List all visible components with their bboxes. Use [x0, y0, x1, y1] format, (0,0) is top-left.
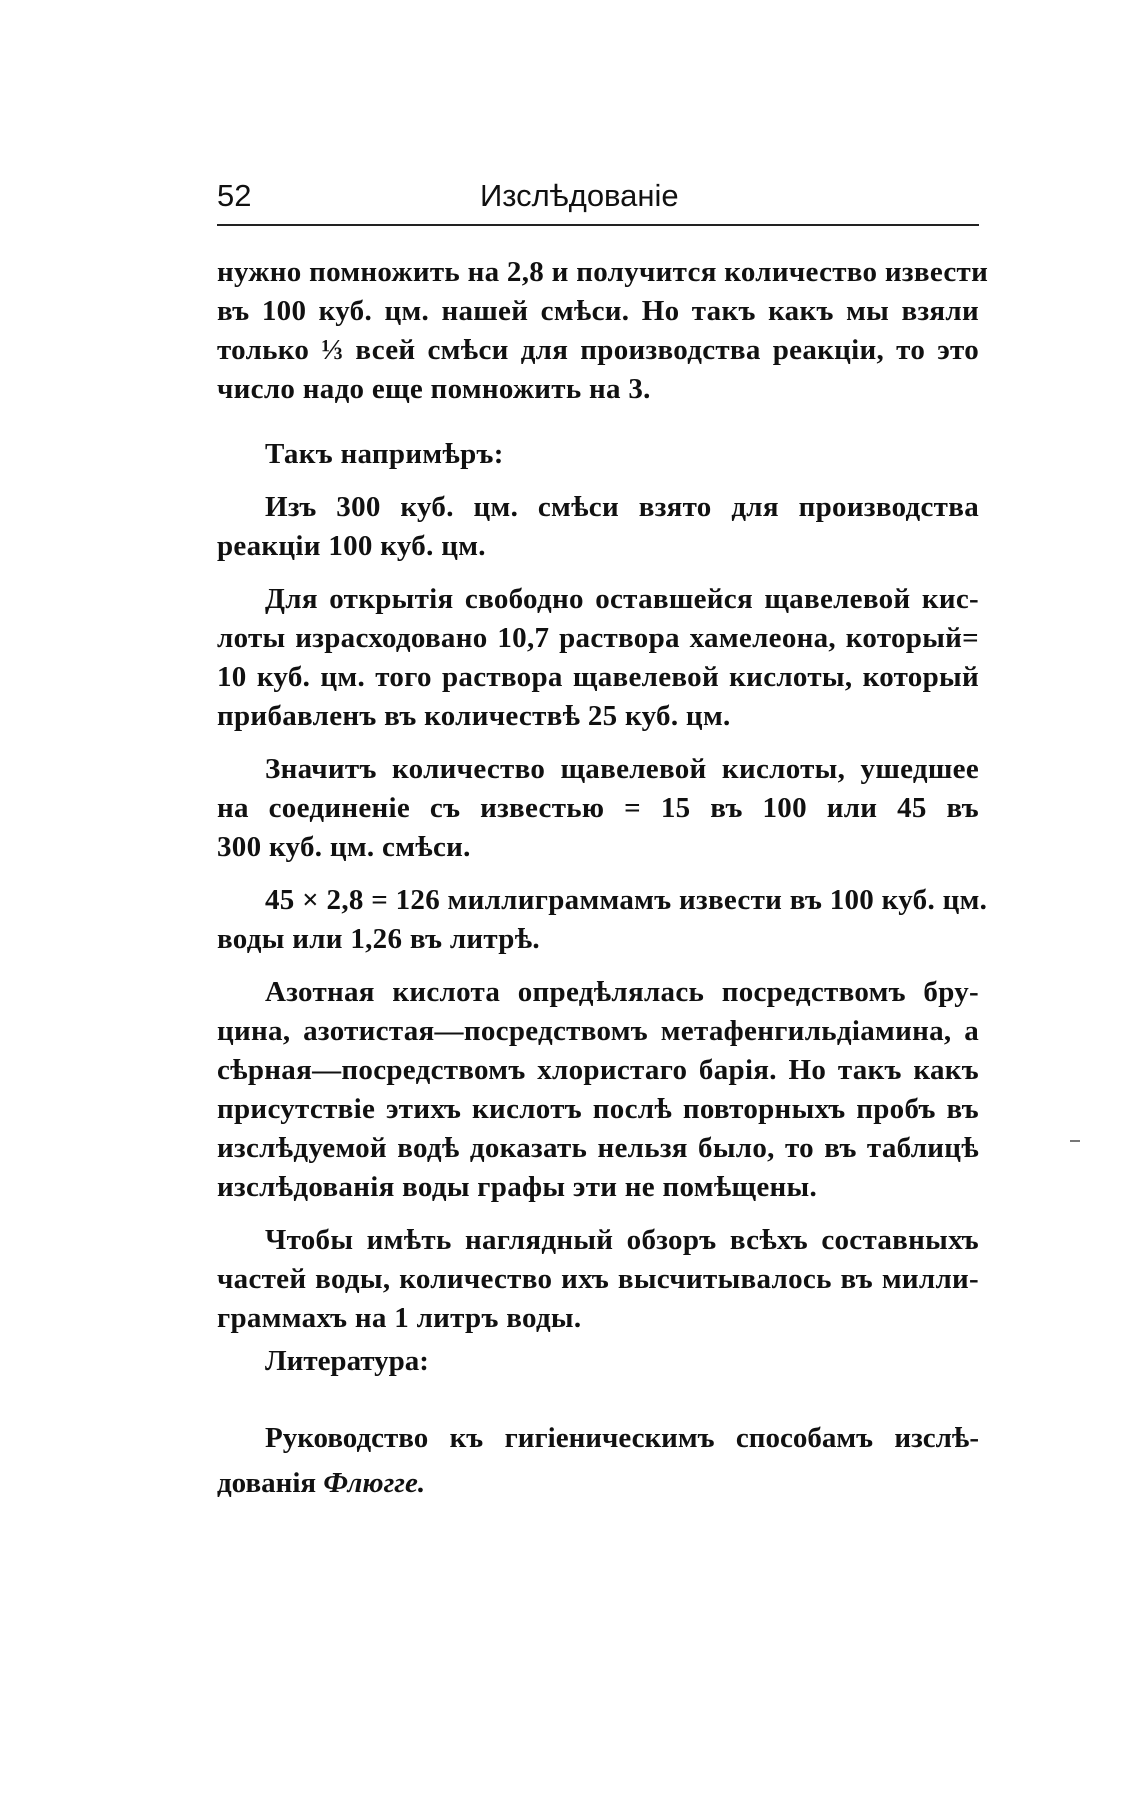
text-line: 10 куб. цм. того раствора щавелевой кислоты, который	[217, 661, 979, 693]
literature-line	[217, 1461, 979, 1506]
text-line: воды или 1,26 въ литрѣ.	[217, 923, 540, 955]
text-line: частей воды, количество ихъ высчитывалось въ милли-	[217, 1263, 979, 1295]
running-title: Изслѣдованіе	[480, 178, 679, 213]
text-line: число надо еще помножить на 3.	[217, 373, 651, 405]
paragraph-8	[217, 1221, 979, 1338]
literature-entry	[217, 1416, 979, 1506]
text-line: въ 100 куб. цм. нашей смѣси. Но такъ какъ мы взяли	[217, 295, 979, 327]
text-line: цина, азотистая—посредствомъ метафенгильдіамина, а	[217, 1015, 979, 1047]
text-line: Такъ напримѣръ:	[265, 438, 504, 470]
paragraph-2	[217, 435, 979, 474]
literature-heading: Литература:	[265, 1345, 429, 1377]
text-line: сѣрная—посредствомъ хлористаго барія. Но такъ какъ	[217, 1054, 979, 1086]
text-line: 300 куб. цм. смѣси.	[217, 831, 471, 863]
paragraph-4	[217, 580, 979, 736]
text-line: Значитъ количество щавелевой кислоты, ушедшее	[265, 753, 979, 785]
literature-author: Флюгге.	[323, 1467, 426, 1499]
text-line: 45 × 2,8 = 126 миллиграммамъ извести въ 100 куб. цм.	[265, 884, 988, 916]
paragraph-7	[217, 973, 979, 1207]
text-line: Изъ 300 куб. цм. смѣси взято для производства	[265, 491, 979, 523]
literature-line: Руководство къ гигіеническимъ способамъ изслѣ-	[265, 1422, 979, 1454]
text-line: присутствіе этихъ кислотъ послѣ повторныхъ пробъ въ	[217, 1093, 979, 1125]
paragraph-1	[217, 253, 989, 409]
page-number: 52	[217, 178, 252, 213]
text-line: прибавленъ въ количествѣ 25 куб. цм.	[217, 700, 731, 732]
text-line: Для открытія свободно оставшейся щавелевой кис-	[265, 583, 979, 615]
literature-line-prefix: дованія	[217, 1467, 324, 1499]
paragraph-3	[217, 488, 979, 566]
text-line: реакціи 100 куб. цм.	[217, 530, 486, 562]
text-line: изслѣдуемой водѣ доказать нельзя было, то въ таблицѣ	[217, 1132, 979, 1164]
text-line: только ⅓ всей смѣси для производства реакціи, то это	[217, 334, 979, 366]
text-line: на соединеніе съ известью = 15 въ 100 или 45 въ	[217, 792, 979, 824]
paragraph-5	[217, 750, 979, 867]
margin-mark	[1070, 1140, 1080, 1142]
text-line: граммахъ на 1 литръ воды.	[217, 1302, 582, 1334]
header-rule	[217, 224, 979, 226]
body-text	[217, 253, 989, 1352]
text-line: Чтобы имѣть наглядный обзоръ всѣхъ составныхъ	[265, 1224, 979, 1256]
text-line: лоты израсходовано 10,7 раствора хамелеона, который=	[217, 622, 979, 654]
text-line: нужно помножить на 2,8 и получится количество извести	[217, 256, 989, 288]
paragraph-6	[217, 881, 988, 959]
text-line: изслѣдованія воды графы эти не помѣщены.	[217, 1171, 817, 1203]
page-header	[217, 178, 979, 228]
text-line: Азотная кислота опредѣлялась посредствомъ бру-	[265, 976, 979, 1008]
